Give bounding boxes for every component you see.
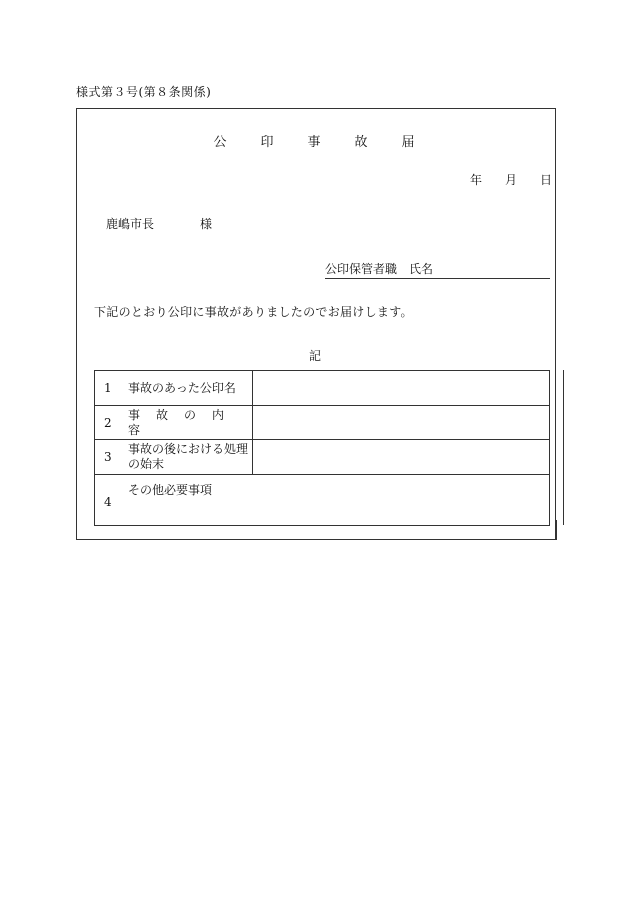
- form-number-label: 様式第３号(第８条関係): [76, 85, 212, 99]
- row-label: 事故のあった公印名: [124, 371, 253, 405]
- date-day-label: 日: [540, 173, 553, 187]
- date-year-label: 年: [470, 173, 483, 187]
- right-edge-mark: [563, 370, 564, 525]
- table-row: [95, 371, 549, 406]
- addressee-honorific: 様: [200, 217, 213, 231]
- row-label: その他必要事項: [128, 483, 213, 497]
- table-row: [95, 406, 549, 440]
- row-value-field[interactable]: [252, 475, 549, 525]
- table-row: [95, 475, 549, 525]
- body-text: 下記のとおり公印に事故がありましたのでお届けします。: [94, 305, 413, 319]
- row-number: 1: [104, 381, 112, 395]
- row-number: 2: [104, 415, 112, 430]
- row-value-field[interactable]: [253, 440, 549, 474]
- row-label: 事故の後における処理の始末: [124, 440, 253, 474]
- document-title: 公 印 事 故 届: [213, 135, 417, 150]
- applicant-field[interactable]: [325, 260, 550, 279]
- row-number: 4: [104, 495, 112, 509]
- row-value-field[interactable]: [253, 406, 549, 439]
- details-table: [94, 370, 550, 526]
- row-label: 事故の内容: [124, 406, 253, 439]
- table-row: [95, 440, 549, 475]
- frame-right-tick: [556, 520, 557, 540]
- addressee: 鹿嶋市長: [106, 217, 155, 231]
- row-number: 3: [104, 450, 112, 464]
- row-value-field[interactable]: [253, 371, 549, 405]
- applicant-label: 公印保管者職 氏名: [325, 262, 434, 276]
- ki-heading: 記: [308, 349, 321, 363]
- date-month-label: 月: [505, 173, 518, 187]
